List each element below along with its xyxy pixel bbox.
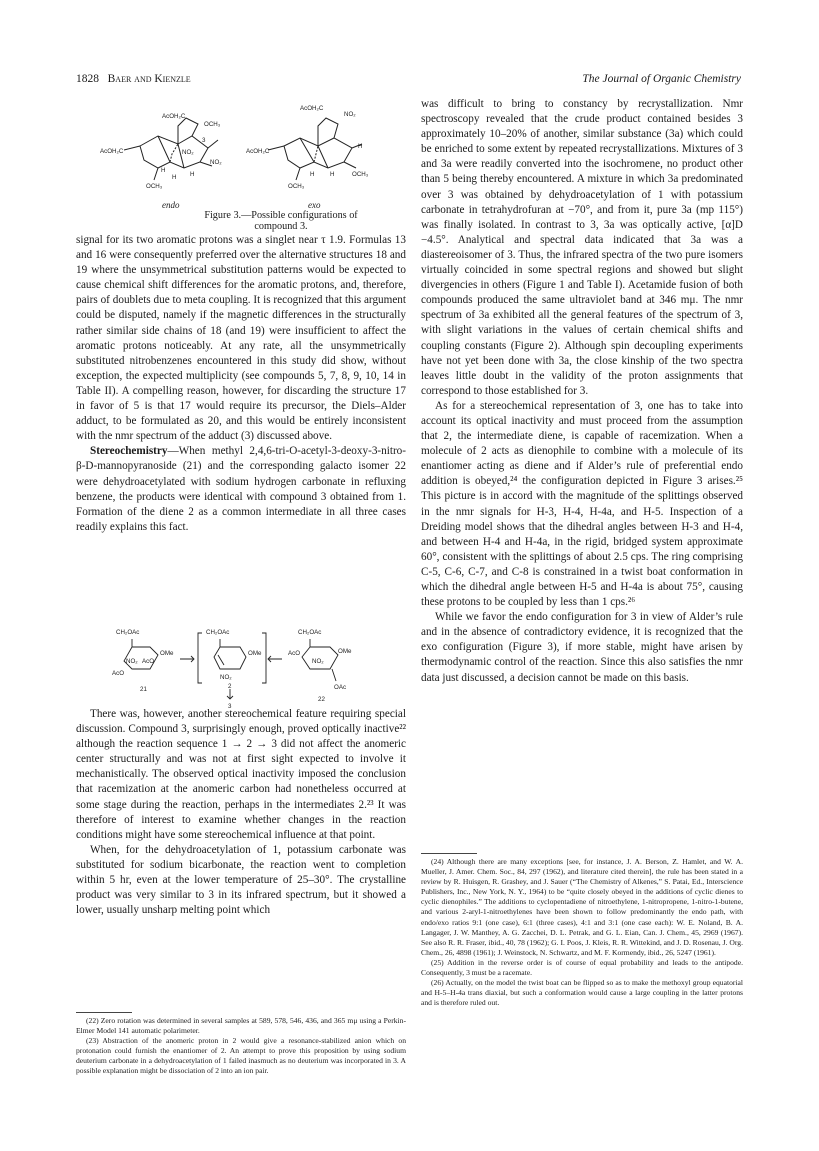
left-footnotes (76, 1016, 406, 1077)
endo-och3-bottom: OCH₃ (146, 183, 163, 190)
c22-ome: OMe (338, 648, 352, 655)
endo-acoh2c-top: AcOH₂C (162, 113, 186, 120)
right-footnotes (421, 857, 743, 1008)
c22-ch2oac: CH₂OAc (298, 629, 322, 636)
left-footnote-rule (76, 1012, 132, 1013)
footnote-26: (26) Actually, on the model the twist boat can be flipped so as to make the methoxyl group equatorial and H-5–H-4a trans diaxial, but such a conformation would cause a large coupling in the latter protons and is therefore ruled out. (421, 978, 743, 1008)
header-authors: Baer and Kienzle (107, 73, 191, 85)
stereochemistry-heading: Stereochemistry (90, 445, 168, 458)
left-paragraph-3: There was, however, another stereochemical feature requiring special discussion. Compound 3, surprisingly enough, proved optically inactive²² although the reaction sequence 1 → 2 → 3 did not affect the anomeric center structurally and was not at first sight expected to involve it mechanistically. The observed optical inactivity imposed the conclusion that racemization at the anomeric carbon had nonetheless occurred at some stage during the reaction, perhaps in the intermediates 2.²³ It was therefore of interest to examine whether changes in the reaction conditions might have some stereochemical influence at that point. (76, 708, 406, 841)
compound-2-structure (214, 639, 246, 669)
figure-3-structures (100, 96, 390, 214)
label-2: 2 (228, 683, 232, 690)
footnote-25: (25) Addition in the reverse order is of course of equal probability and leads to the antipode. Consequently, 3 must be a racemate. (421, 957, 743, 978)
running-header-left (76, 73, 191, 85)
c21-no2: NO₂ (126, 658, 138, 665)
left-paragraph-2 (76, 444, 406, 535)
c21-aco: AcO (112, 670, 125, 677)
left-paragraph-2-text: —When methyl 2,4,6-tri-O-acetyl-3-deoxy-3-nitro-β-D-mannopyranoside (21) and the corresponding galacto isomer 22 were dehydroacetylated with sodium hydrogen carbonate in refluxing benzene, the products were identical with compound 3 obtained from 1. Formation of the diene 2 as a common intermediate in all three cases readily explains this fact. (76, 445, 406, 533)
left-column (76, 233, 406, 535)
endo-h-3: H (190, 171, 195, 178)
c2-ome: OMe (248, 650, 262, 657)
exo-label: exo (308, 200, 321, 210)
endo-no2-inner: NO₂ (182, 149, 194, 156)
c21-ch2oac: CH₂OAc (116, 629, 140, 636)
endo-acoh2c-left: AcOH₂C (100, 148, 124, 155)
c22-oac: OAc (334, 684, 347, 691)
left-column-lower (76, 707, 406, 918)
label-22: 22 (318, 696, 325, 703)
c21-ome: OMe (160, 650, 174, 657)
exo-acoh2c-top: AcOH₂C (300, 105, 324, 112)
endo-h-2: H (172, 174, 177, 181)
endo-h-1: H (161, 167, 166, 174)
footnote-23: (23) Abstraction of the anomeric proton in 2 would give a resonance-stabilized anion which on protonation could furnish the enantiomer of 2. An attempt to prove this proposition by using sodium deuterium carbonate in a dehydroacetylation of 1 failed inasmuch as no deuterium was incorporated in 3. A possible explanation might be dissociation of 2 into an ion pair. (76, 1036, 406, 1076)
exo-acoh2c-left: AcOH₂C (246, 148, 270, 155)
exo-no2-top: NO₂ (344, 111, 356, 118)
exo-och3-right: OCH₃ (352, 171, 369, 178)
reaction-scheme (112, 625, 382, 711)
right-column (421, 97, 743, 686)
c2-ch2oac: CH₂OAc (206, 629, 230, 636)
exo-h-2: H (330, 171, 335, 178)
endo-no2-right: NO₂ (210, 159, 222, 166)
right-paragraph-2: As for a stereochemical representation of 3, one has to take into account its optical inactivity and must proceed from the assumption that 2, the intermediate diene, is capable of racemization. When a molecule of 2 acts as dienophile to combine with a molecule of its enantiomer acting as diene and if Alder’s rule of preferential endo addition is obeyed,²⁴ the configuration depicted in Figure 3 arises.²⁵ This picture is in accord with the magnitude of the splittings observed in the nmr signals for H-3, H-4, H-4a, and H-5. Inspection of a Dreiding model shows that the dihedral angles between H-3 and H-4, and between H-4 and H-4a, in the rigid, bridged system approximate 60°, consistent with the splittings of about 2.5 cps. The ring comprising C-5, C-6, C-7, and C-8 is constrained in a twist boat conformation in which the dihedral angle between H-5 and H-4a is about 75°, causing these protons to be coupled by less than 1 cps.²⁶ (421, 399, 743, 609)
label-3: 3 (228, 703, 232, 710)
endo-och3-top: OCH₃ (204, 121, 221, 128)
endo-label: endo (162, 200, 180, 210)
exo-och3-bottom: OCH₃ (288, 183, 305, 190)
c22-aco: AcO (288, 650, 301, 657)
footnote-22: (22) Zero rotation was determined in several samples at 589, 578, 546, 436, and 365 mμ using a Perkin-Elmer Model 141 automatic polarimeter. (76, 1016, 406, 1036)
exo-structure (268, 118, 362, 180)
c22-no2: NO₂ (312, 658, 324, 665)
left-paragraph-1: signal for its two aromatic protons was a singlet near τ 1.9. Formulas 13 and 16 were consequently preferred over the alternative structures 18 and 19 where the unsymmetrical substitution patterns would be expected to cause chemical shift differences for the aromatic protons, and, therefore, pairs of doublets due to meta coupling. It is recognized that this argument could be disputed, namely if the magnetic differences in the structurally rather similar side chains of 18 (and 19) were insufficient to affect the aromatic protons noticeably. At any rate, all the unsymmetrically substituted nitrobenzenes encountered in this study did show, without exception, the expected multiplicity (see compounds 5, 7, 8, 9, 10, 14 in Table II). A compelling reason, however, for discarding the structure 17 in favor of 5 is that 17 would require its precursor, the Diels–Alder adduct, to be formulated as 20, and this would be entirely inconsistent with the nmr spectrum of the adduct (3) discussed above. (76, 234, 406, 443)
footnote-24: (24) Although there are many exceptions [see, for instance, J. A. Berson, Z. Hamlet, and W. A. Mueller, J. Amer. Chem. Soc., 84, 297 (1962), and literature cited therein], the rule has been stated in a review by R. Huisgen, R. Grashey, and J. Sauer (“The Chemistry of Alkenes,” S. Patai, Ed., Interscience Publishers, Inc., New York, N. Y., 1964) to be “quite closely obeyed in the additions of cyclic dienes to cyclic dienophiles.” The additions to cyclopentadiene of nitroethylene, 1-nitropropene, 1-nitro-1-butene, and various 2-aryl-1-nitroethylenes have been shown to follow predominantly the endo path, with endo/exo ratios 9:1 (one case), 6:1 (three cases), 4:1 and 3:1 (one case each): W. E. Noland, B. A. Langager, J. W. Manthey, A. G. Zacchei, D. L. Petrak, and G. L. Eian, Can. J. Chem., 45, 2969 (1967). See also R. R. Fraser, ibid., 40, 78 (1962); G. I. Poos, J. Kleis, R. R. Wittekind, and J. D. Rosenau, J. Org. Chem., 26, 4898 (1961); J. Weinstock, N. Schwartz, and M. F. Kormendy, ibid., 26, 5247 (1961). (421, 857, 743, 957)
exo-h-3: H (310, 171, 315, 178)
header-journal: The Journal of Organic Chemistry (582, 73, 741, 85)
right-paragraph-3: While we favor the endo configuration for 3 in view of Alder’s rule and in the absence of contradictory evidence, it is recognized that the exo configuration (Figure 3), if more stable, might have arisen by thermodynamic control of the reaction. Since this also satisfies the nmr data just discussed, a decision cannot be made on this basis. (421, 611, 743, 684)
figure-3-caption: Figure 3.—Possible configurations of compound 3. (204, 210, 358, 232)
left-paragraph-4: When, for the dehydroacetylation of 1, potassium carbonate was substituted for sodium bicarbonate, the reaction went to completion within 5 hr, even at the lower temperature of 25–30°. The crystalline product was very similar to 3 in its infrared spectrum, but it showed a lower, usually unsharp melting point which (76, 843, 406, 917)
endo-label-3: 3 (202, 137, 206, 144)
exo-h-1: H (358, 143, 363, 150)
right-paragraph-1: was difficult to bring to constancy by recrystallization. Nmr spectroscopy revealed that the crude product contained besides 3 approximately 10–20% of another, similar substance (3a) which could be enriched to some extent by repeated recrystallizations. Mixtures of 3 and 3a were readily converted into the isochromene, no product other than 5 being thereby encountered. A mixture in which 3a predominated over 3 was obtained by dehydroacetylation of 1 with potassium carbonate in tetrahydrofuran at −70°, and from it, pure 3a (mp 115°) was finally isolated. In contrast to 3, 3a was optically active, [α]D −4.5°. Analytical and spectral data indicated that 3a was a diastereoisomer of 3. Thus, the infrared spectra of the two pure isomers virtually coincided in some spectral regions and showed but slight divergencies in others (Figure 1 and Table I). Acetamide fusion of both compounds produced the same ultraviolet band at 346 mμ. The nmr spectrum of 3a exhibited all the general features of the spectrum of 3, with slight variations in the values of certain chemical shifts and coupling constants (Figure 2). Although spin decoupling experiments have not yet been done with 3a, the close kinship of the two spectra leaves little doubt in the validity of the proton assignments that correspond to those established for 3. (421, 98, 743, 397)
label-21: 21 (140, 686, 147, 693)
right-footnote-rule (421, 853, 477, 854)
c2-no2: NO₂ (220, 674, 232, 681)
c21-aco-inner: AcO (142, 658, 155, 665)
page-number: 1828 (76, 73, 99, 85)
